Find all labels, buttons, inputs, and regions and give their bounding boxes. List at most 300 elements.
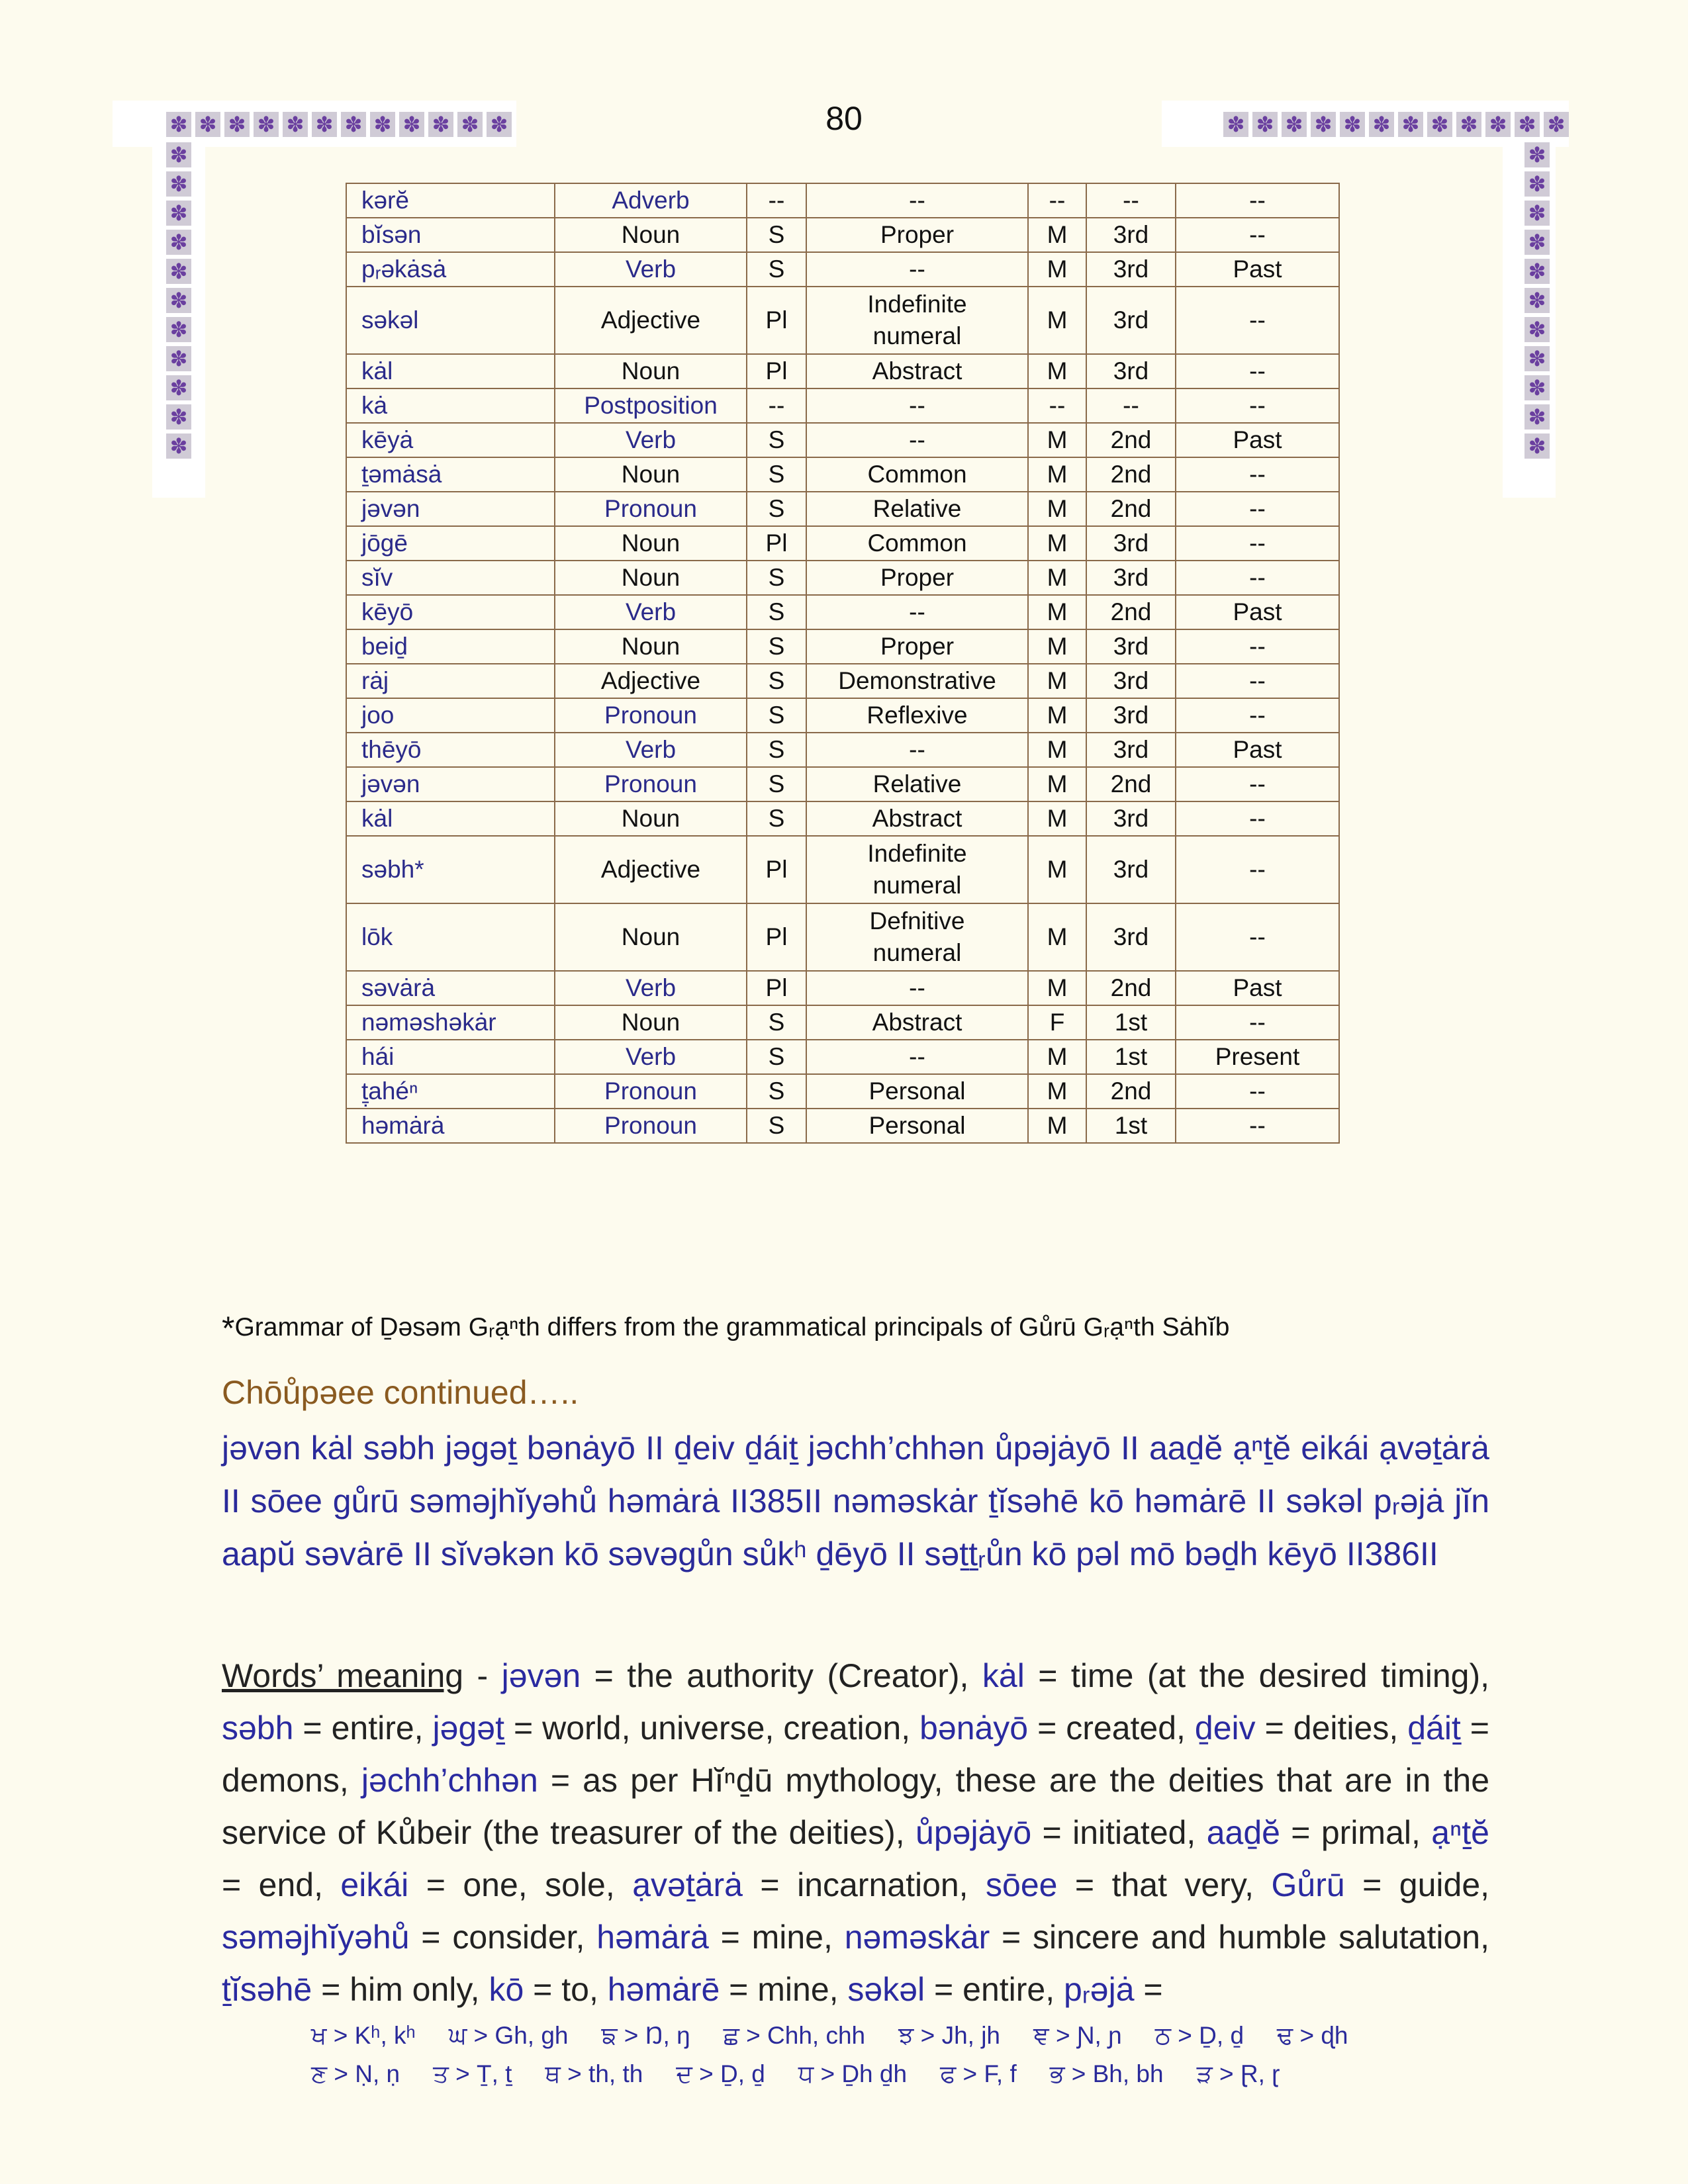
flower-ornament-icon: ✽ xyxy=(166,142,191,167)
flower-ornament-icon: ✽ xyxy=(254,112,279,137)
table-cell: S xyxy=(747,218,806,252)
table-cell: 1st xyxy=(1086,1040,1176,1074)
table-cell: Pronoun xyxy=(555,492,747,526)
table-cell: Noun xyxy=(555,457,747,492)
glossary-word: ṯĭsəhē xyxy=(222,1971,312,2008)
legend-item: ਠ > Ḏ, ḏ xyxy=(1154,2022,1244,2049)
table-row xyxy=(346,1005,1339,1040)
table-cell: 3rd xyxy=(1086,218,1176,252)
table-cell: -- xyxy=(1028,388,1086,423)
glossary-word: sōee xyxy=(986,1866,1058,1903)
table-row xyxy=(346,629,1339,664)
table-cell: Personal xyxy=(806,1074,1028,1109)
table-cell: -- xyxy=(1176,698,1339,733)
table-cell: 3rd xyxy=(1086,698,1176,733)
table-cell: S xyxy=(747,664,806,698)
table-cell: M xyxy=(1028,1074,1086,1109)
flower-ornament-icon: ✽ xyxy=(166,230,191,255)
table-cell: S xyxy=(747,457,806,492)
table-row xyxy=(346,1109,1339,1143)
flower-ornament-icon: ✽ xyxy=(1524,288,1550,313)
flower-ornament-icon: ✽ xyxy=(1524,230,1550,255)
legend-item: ਖ > Kʰ, kʰ xyxy=(311,2022,416,2049)
table-cell: Pronoun xyxy=(555,1074,747,1109)
transliteration-legend xyxy=(311,2022,1503,2099)
legend-item: ਞ > Ɲ, ɲ xyxy=(1033,2022,1122,2049)
table-cell: Noun xyxy=(555,526,747,561)
table-cell: -- xyxy=(1086,388,1176,423)
glossary-definition: = entire, xyxy=(925,1971,1064,2008)
glossary-word: ạvəṯȧrȧ xyxy=(632,1866,743,1903)
table-cell: 2nd xyxy=(1086,457,1176,492)
glossary-word: ạⁿṯĕ xyxy=(1431,1814,1489,1851)
table-cell: Postposition xyxy=(555,388,747,423)
flower-ornament-icon: ✽ xyxy=(1427,112,1452,137)
table-cell: sĭv xyxy=(346,561,555,595)
glossary-word: ḏáiṯ xyxy=(1407,1709,1461,1747)
legend-item: ਢ > ɖh xyxy=(1277,2022,1348,2049)
table-cell: Noun xyxy=(555,218,747,252)
footnote: *Grammar of Ḏəsəm Gᵣạⁿth differs from the grammatical principals of Gůrū Gᵣạⁿth Sȧhĭb xyxy=(222,1310,1230,1347)
right-ornament-column xyxy=(1523,140,1552,461)
table-cell: Past xyxy=(1176,971,1339,1005)
table-cell: M xyxy=(1028,664,1086,698)
table-cell: M xyxy=(1028,252,1086,287)
table-cell: S xyxy=(747,767,806,801)
table-row xyxy=(346,423,1339,457)
flower-ornament-icon: ✽ xyxy=(1524,317,1550,342)
left-ornament-column xyxy=(164,140,193,461)
table-cell: Verb xyxy=(555,1040,747,1074)
table-cell: Noun xyxy=(555,561,747,595)
flower-ornament-icon: ✽ xyxy=(224,112,250,137)
legend-item: ਧ > Ḏh ḏh xyxy=(798,2060,908,2087)
table-cell: -- xyxy=(1028,183,1086,218)
table-cell: Personal xyxy=(806,1109,1028,1143)
table-row xyxy=(346,595,1339,629)
table-cell: M xyxy=(1028,595,1086,629)
table-cell: rȧj xyxy=(346,664,555,698)
verse-text: jəvən kȧl səbh jəgəṯ bənȧyō II ḏeiv ḏáiṯ jəchh’chhən ůpəjȧyō II aaḏĕ ạⁿṯĕ eikái ạvəṯȧrȧ II sōee gůrū səməjhĭyəhů həmȧrȧ II385II nəməskȧr ṯĭsəhē kō həmȧrē II səkəl pᵣəjȧ jĭn aapŭ səvȧrē II sĭvəkən kō səvəgůn sůkʰ ḏēyō II səṯṯᵣůn kō pəl mō bəḏh kēyō II386II xyxy=(222,1430,1489,1572)
flower-ornament-icon: ✽ xyxy=(312,112,337,137)
table-cell: jəvən xyxy=(346,767,555,801)
glossary-definition: = deities, xyxy=(1255,1709,1408,1747)
table-row xyxy=(346,836,1339,903)
table-cell: 3rd xyxy=(1086,733,1176,767)
table-cell: -- xyxy=(1176,767,1339,801)
table-cell: Adjective xyxy=(555,664,747,698)
table-cell: Proper xyxy=(806,561,1028,595)
glossary-word: jəchh’chhən xyxy=(361,1762,538,1799)
table-cell: Noun xyxy=(555,1005,747,1040)
flower-ornament-icon: ✽ xyxy=(1544,112,1569,137)
table-cell: M xyxy=(1028,801,1086,836)
table-cell: F xyxy=(1028,1005,1086,1040)
table-cell: Abstract xyxy=(806,801,1028,836)
glossary-definition: = demons, xyxy=(222,1709,1490,1799)
flower-ornament-icon: ✽ xyxy=(166,433,191,459)
table-cell: Adverb xyxy=(555,183,747,218)
flower-ornament-icon: ✽ xyxy=(1524,375,1550,400)
table-cell: 2nd xyxy=(1086,971,1176,1005)
table-cell: -- xyxy=(806,595,1028,629)
table-cell: M xyxy=(1028,733,1086,767)
table-row xyxy=(346,252,1339,287)
table-cell: -- xyxy=(806,252,1028,287)
table-cell: M xyxy=(1028,971,1086,1005)
table-row xyxy=(346,183,1339,218)
glossary-word: jəvən xyxy=(501,1657,581,1694)
flower-ornament-icon: ✽ xyxy=(166,288,191,313)
table-cell: -- xyxy=(1176,629,1339,664)
table-cell: -- xyxy=(1176,388,1339,423)
table-cell: -- xyxy=(1176,664,1339,698)
table-cell: ṯəmȧsȧ xyxy=(346,457,555,492)
table-cell: Common xyxy=(806,526,1028,561)
table-cell: -- xyxy=(806,388,1028,423)
table-cell: S xyxy=(747,629,806,664)
table-cell: M xyxy=(1028,698,1086,733)
table-cell: S xyxy=(747,698,806,733)
table-cell: Pronoun xyxy=(555,698,747,733)
flower-ornament-icon: ✽ xyxy=(1524,404,1550,430)
glossary-word: həmȧrȧ xyxy=(596,1919,709,1956)
legend-item: ਛ > Chh, chh xyxy=(723,2022,866,2049)
table-cell: -- xyxy=(1176,836,1339,903)
table-cell: 2nd xyxy=(1086,492,1176,526)
glossary-word: Gůrū xyxy=(1271,1866,1345,1903)
table-cell: Adjective xyxy=(555,287,747,354)
table-cell: -- xyxy=(806,183,1028,218)
table-cell: S xyxy=(747,423,806,457)
table-row xyxy=(346,1040,1339,1074)
table-cell: Noun xyxy=(555,903,747,971)
table-cell: Adjective xyxy=(555,836,747,903)
table-cell: -- xyxy=(1176,354,1339,388)
glossary-definition: = the authority (Creator), xyxy=(581,1657,982,1694)
table-cell: -- xyxy=(806,1040,1028,1074)
table-cell: Past xyxy=(1176,733,1339,767)
glossary-definition: = that very, xyxy=(1057,1866,1272,1903)
table-cell: Proper xyxy=(806,218,1028,252)
glossary-definition: = mine, xyxy=(708,1919,845,1956)
table-cell: lōk xyxy=(346,903,555,971)
table-cell: Relative xyxy=(806,492,1028,526)
table-cell: thēyō xyxy=(346,733,555,767)
flower-ornament-icon: ✽ xyxy=(166,375,191,400)
table-cell: ṯ̣ahéⁿ xyxy=(346,1074,555,1109)
table-cell: Past xyxy=(1176,252,1339,287)
table-cell: kȧ xyxy=(346,388,555,423)
table-row xyxy=(346,526,1339,561)
page-number: 80 xyxy=(825,100,863,137)
table-cell: beiḏ xyxy=(346,629,555,664)
glossary-definition: = time (at the desired timing), xyxy=(1024,1657,1489,1694)
table-cell: S xyxy=(747,801,806,836)
glossary-definition: = one, sole, xyxy=(408,1866,633,1903)
table-cell: M xyxy=(1028,492,1086,526)
table-cell: Pl xyxy=(747,287,806,354)
legend-item: ਝ > Jh, jh xyxy=(898,2022,1001,2049)
table-cell: səbh* xyxy=(346,836,555,903)
table-cell: kēyō xyxy=(346,595,555,629)
table-cell: Noun xyxy=(555,354,747,388)
table-cell: Verb xyxy=(555,595,747,629)
glossary-word: kō xyxy=(489,1971,524,2008)
table-row xyxy=(346,218,1339,252)
glossary-definition: = consider, xyxy=(409,1919,597,1956)
table-cell: Pl xyxy=(747,354,806,388)
table-cell: səvȧrȧ xyxy=(346,971,555,1005)
table-cell: Pronoun xyxy=(555,767,747,801)
section-heading: Chōůpəee continued….. xyxy=(222,1374,579,1411)
table-cell: -- xyxy=(1176,492,1339,526)
glossary-definition: = xyxy=(1134,1971,1163,2008)
flower-ornament-icon: ✽ xyxy=(487,112,512,137)
table-cell: Relative xyxy=(806,767,1028,801)
legend-item: ਤ > Ṯ, ṯ xyxy=(433,2060,512,2087)
glossary-definition: = end, xyxy=(222,1866,341,1903)
glossary-word: aaḏĕ xyxy=(1206,1814,1280,1851)
table-cell: 2nd xyxy=(1086,595,1176,629)
flower-ornament-icon: ✽ xyxy=(457,112,483,137)
top-left-ornament-row xyxy=(164,110,514,139)
flower-ornament-icon: ✽ xyxy=(1398,112,1423,137)
table-cell: pᵣəkȧsȧ xyxy=(346,252,555,287)
table-cell: -- xyxy=(1176,457,1339,492)
flower-ornament-icon: ✽ xyxy=(1524,171,1550,197)
flower-ornament-icon: ✽ xyxy=(1524,201,1550,226)
table-cell: -- xyxy=(1086,183,1176,218)
table-cell: Indefinite numeral xyxy=(806,287,1028,354)
table-cell: M xyxy=(1028,903,1086,971)
table-cell: 1st xyxy=(1086,1005,1176,1040)
flower-ornament-icon: ✽ xyxy=(1252,112,1278,137)
table-cell: Verb xyxy=(555,971,747,1005)
table-cell: -- xyxy=(1176,903,1339,971)
flower-ornament-icon: ✽ xyxy=(1340,112,1365,137)
table-cell: hái xyxy=(346,1040,555,1074)
table-row xyxy=(346,767,1339,801)
table-cell: M xyxy=(1028,218,1086,252)
table-cell: Indefinite numeral xyxy=(806,836,1028,903)
flower-ornament-icon: ✽ xyxy=(166,346,191,371)
table-cell: S xyxy=(747,561,806,595)
table-cell: 3rd xyxy=(1086,801,1176,836)
table-cell: kēyȧ xyxy=(346,423,555,457)
table-cell: Pl xyxy=(747,903,806,971)
table-row xyxy=(346,903,1339,971)
table-cell: 3rd xyxy=(1086,561,1176,595)
table-cell: M xyxy=(1028,457,1086,492)
table-cell: Abstract xyxy=(806,1005,1028,1040)
flower-ornament-icon: ✽ xyxy=(283,112,308,137)
table-cell: Demonstrative xyxy=(806,664,1028,698)
table-row xyxy=(346,457,1339,492)
table-cell: -- xyxy=(1176,218,1339,252)
flower-ornament-icon: ✽ xyxy=(1311,112,1336,137)
flower-ornament-icon: ✽ xyxy=(166,404,191,430)
table-cell: M xyxy=(1028,354,1086,388)
glossary-definition: = him only, xyxy=(312,1971,489,2008)
table-cell: Abstract xyxy=(806,354,1028,388)
table-cell: -- xyxy=(1176,561,1339,595)
flower-ornament-icon: ✽ xyxy=(1282,112,1307,137)
glossary-definition: = as per Hĭⁿḏū mythology, these are the deities that are in the service of Kůbeir (the treasurer of the deities), xyxy=(222,1762,1490,1851)
legend-item: ੜ > Ɽ, ɽ xyxy=(1196,2060,1280,2087)
table-row xyxy=(346,664,1339,698)
table-cell: Defnitive numeral xyxy=(806,903,1028,971)
flower-ornament-icon: ✽ xyxy=(428,112,453,137)
table-cell: 2nd xyxy=(1086,423,1176,457)
table-row xyxy=(346,971,1339,1005)
flower-ornament-icon: ✽ xyxy=(1456,112,1481,137)
table-cell: -- xyxy=(806,733,1028,767)
table-cell: Past xyxy=(1176,423,1339,457)
table-cell: M xyxy=(1028,287,1086,354)
table-row xyxy=(346,698,1339,733)
flower-ornament-icon: ✽ xyxy=(1524,142,1550,167)
flower-ornament-icon: ✽ xyxy=(370,112,395,137)
table-cell: Pl xyxy=(747,526,806,561)
legend-item: ਭ > Bh, bh xyxy=(1049,2060,1164,2087)
glossary-definition: = entire, xyxy=(293,1709,433,1747)
table-cell: 3rd xyxy=(1086,252,1176,287)
table-cell: Verb xyxy=(555,252,747,287)
table-cell: Noun xyxy=(555,629,747,664)
table-cell: 1st xyxy=(1086,1109,1176,1143)
glossary-word: ůpəjȧyō xyxy=(915,1814,1032,1851)
table-cell: jōgē xyxy=(346,526,555,561)
glossary-word: kȧl xyxy=(982,1657,1025,1694)
glossary-word: jəgəṯ xyxy=(432,1709,504,1747)
flower-ornament-icon: ✽ xyxy=(1524,346,1550,371)
words-meaning: Words’ meaning - jəvən = the authority (Creator), kȧl = time (at the desired timing), səbh = entire, jəgəṯ = world, universe, creation, bənȧyō = created, ḏeiv = deities, ḏáiṯ = demons, jəchh’chhən = as per Hĭⁿḏū mythology, these are the deities that are in the service of Kůbeir (the treasurer of the deities), ůpəjȧyō = initiated, aaḏĕ = primal, ạⁿṯĕ = end, eikái = one, sole, ạvəṯȧrȧ = incarnation, sōee = that very, Gůrū = guide, səməjhĭyəhů = consider, həmȧrȧ = mine, nəməskȧr = sincere and humble salutation, ṯĭsəhē = him only, kō = to, həmȧrē = mine, səkəl = entire, pᵣəjȧ = xyxy=(222,1657,1490,2008)
table-cell: 3rd xyxy=(1086,903,1176,971)
table-cell: joo xyxy=(346,698,555,733)
glossary-definition: = to, xyxy=(524,1971,608,2008)
glossary-word: nəməskȧr xyxy=(844,1919,990,1956)
table-cell: S xyxy=(747,733,806,767)
flower-ornament-icon: ✽ xyxy=(166,317,191,342)
glossary-definition: = mine, xyxy=(720,1971,848,2008)
legend-item: ਦ > Ḏ, ḏ xyxy=(676,2060,765,2087)
table-cell: jəvən xyxy=(346,492,555,526)
table-cell: Proper xyxy=(806,629,1028,664)
table-cell: M xyxy=(1028,561,1086,595)
glossary-definition: = created, xyxy=(1028,1709,1195,1747)
table-row xyxy=(346,733,1339,767)
glossary-definition: = primal, xyxy=(1280,1814,1432,1851)
table-cell: S xyxy=(747,1005,806,1040)
table-cell: M xyxy=(1028,629,1086,664)
table-cell: Past xyxy=(1176,595,1339,629)
table-cell: Reflexive xyxy=(806,698,1028,733)
table-cell: kȧl xyxy=(346,801,555,836)
flower-ornament-icon: ✽ xyxy=(341,112,366,137)
legend-row xyxy=(311,2022,1503,2060)
table-cell: -- xyxy=(1176,183,1339,218)
glossary-word: həmȧrē xyxy=(607,1971,720,2008)
glossary-word: pᵣəjȧ xyxy=(1064,1971,1135,2008)
glossary-word: səkəl xyxy=(847,1971,925,2008)
glossary-definition: = sincere and humble salutation, xyxy=(990,1919,1490,1956)
glossary-word: bənȧyō xyxy=(919,1709,1029,1747)
table-cell: Present xyxy=(1176,1040,1339,1074)
table-cell: Pl xyxy=(747,836,806,903)
table-cell: Noun xyxy=(555,801,747,836)
flower-ornament-icon: ✽ xyxy=(166,171,191,197)
table-cell: -- xyxy=(1176,1074,1339,1109)
table-row xyxy=(346,388,1339,423)
table-row xyxy=(346,561,1339,595)
table-cell: 3rd xyxy=(1086,629,1176,664)
flower-ornament-icon: ✽ xyxy=(1485,112,1511,137)
table-cell: Common xyxy=(806,457,1028,492)
table-cell: -- xyxy=(1176,287,1339,354)
flower-ornament-icon: ✽ xyxy=(166,201,191,226)
table-cell: M xyxy=(1028,526,1086,561)
legend-row xyxy=(311,2060,1503,2099)
legend-item: ਘ > Gh, gh xyxy=(448,2022,569,2049)
table-cell: Verb xyxy=(555,423,747,457)
flower-ornament-icon: ✽ xyxy=(1524,259,1550,284)
table-cell: kȧl xyxy=(346,354,555,388)
table-cell: -- xyxy=(1176,1005,1339,1040)
table-cell: M xyxy=(1028,1109,1086,1143)
legend-item: ਥ > th, th xyxy=(545,2060,643,2087)
legend-item: ਫ > F, f xyxy=(940,2060,1017,2087)
table-cell: 3rd xyxy=(1086,836,1176,903)
table-row xyxy=(346,1074,1339,1109)
table-cell: S xyxy=(747,595,806,629)
table-cell: M xyxy=(1028,767,1086,801)
grammar-table xyxy=(346,183,1340,1144)
flower-ornament-icon: ✽ xyxy=(1369,112,1394,137)
table-cell: -- xyxy=(1176,1109,1339,1143)
table-cell: Verb xyxy=(555,733,747,767)
table-cell: bĭsən xyxy=(346,218,555,252)
flower-ornament-icon: ✽ xyxy=(1515,112,1540,137)
table-cell: -- xyxy=(806,423,1028,457)
table-cell: S xyxy=(747,1074,806,1109)
table-cell: nəməshəkȧr xyxy=(346,1005,555,1040)
glossary-definition: = guide, xyxy=(1344,1866,1490,1903)
glossary-definition: = initiated, xyxy=(1031,1814,1207,1851)
glossary-word: səməjhĭyəhů xyxy=(222,1919,410,1956)
words-meaning-heading: Words’ meaning xyxy=(222,1657,464,1694)
table-cell: kərĕ xyxy=(346,183,555,218)
table-cell: S xyxy=(747,252,806,287)
table-row xyxy=(346,354,1339,388)
table-cell: həmȧrȧ xyxy=(346,1109,555,1143)
flower-ornament-icon: ✽ xyxy=(1524,433,1550,459)
table-cell: səkəl xyxy=(346,287,555,354)
table-cell: -- xyxy=(747,388,806,423)
top-right-ornament-row xyxy=(1221,110,1571,139)
table-cell: M xyxy=(1028,423,1086,457)
table-cell: 3rd xyxy=(1086,526,1176,561)
table-cell: 3rd xyxy=(1086,287,1176,354)
table-cell: 3rd xyxy=(1086,354,1176,388)
glossary-definition: = world, universe, creation, xyxy=(504,1709,920,1747)
flower-ornament-icon: ✽ xyxy=(166,259,191,284)
table-cell: S xyxy=(747,492,806,526)
table-cell: -- xyxy=(1176,526,1339,561)
table-cell: 2nd xyxy=(1086,1074,1176,1109)
glossary-definition: = incarnation, xyxy=(742,1866,986,1903)
table-cell: Pronoun xyxy=(555,1109,747,1143)
